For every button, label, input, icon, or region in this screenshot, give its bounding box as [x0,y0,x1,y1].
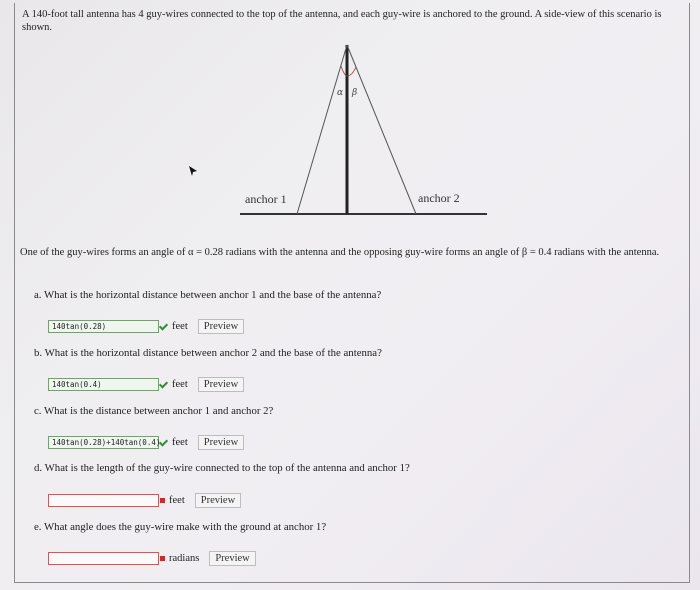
preview-button-e[interactable]: Preview [209,551,255,566]
guy-wire-2 [347,45,416,214]
answer-row-d [48,491,241,509]
preview-button-d[interactable]: Preview [195,493,241,508]
check-icon [160,380,168,388]
anchor-1-label: anchor 1 [245,192,287,206]
cross-icon [160,556,165,561]
answer-row-c [48,433,244,451]
unit-label-b: feet [172,378,188,390]
question-c: c. What is the distance between anchor 1 and anchor 2? [34,405,274,417]
unit-label-e: radians [169,552,200,564]
question-d: d. What is the length of the guy-wire connected to the top of the antenna and anchor 1? [34,462,410,474]
preview-button-c[interactable]: Preview [198,435,244,450]
anchor-2-label: anchor 2 [418,191,460,205]
antenna-diagram [0,0,700,240]
preview-button-b[interactable]: Preview [198,377,244,392]
answer-input-a[interactable]: 140tan(0.28) [48,320,159,333]
unit-label-a: feet [172,320,188,332]
cross-icon [160,498,165,503]
answer-row-e [48,549,256,567]
guy-wire-1 [297,45,347,214]
problem-statement: One of the guy-wires forms an angle of α = 0.28 radians with the antenna and the opposing guy-wire forms an angle of β = 0.4 radians with the antenna. [20,247,660,258]
question-e: e. What angle does the guy-wire make with the ground at anchor 1? [34,521,327,533]
answer-input-b[interactable]: 140tan(0.4) [48,378,159,391]
preview-button-a[interactable]: Preview [198,319,244,334]
mouse-cursor-icon [189,166,197,176]
check-icon [160,322,168,330]
answer-row-a [48,317,244,335]
answer-input-d[interactable] [48,494,159,507]
answer-input-c[interactable]: 140tan(0.28)+140tan(0.4) [48,436,159,449]
alpha-label: α [337,88,344,98]
answer-input-e[interactable] [48,552,159,565]
question-a: a. What is the horizontal distance between anchor 1 and the base of the antenna? [34,289,382,301]
question-b: b. What is the horizontal distance between anchor 2 and the base of the antenna? [34,347,382,359]
check-icon [160,438,168,446]
unit-label-c: feet [172,436,188,448]
unit-label-d: feet [169,494,185,506]
intro-text: A 140-foot tall antenna has 4 guy-wires connected to the top of the antenna, and each guy-wire is anchored to the ground. A side-view of this scenario is shown. [22,9,662,33]
answer-row-b [48,375,244,393]
beta-label: β [352,88,358,98]
